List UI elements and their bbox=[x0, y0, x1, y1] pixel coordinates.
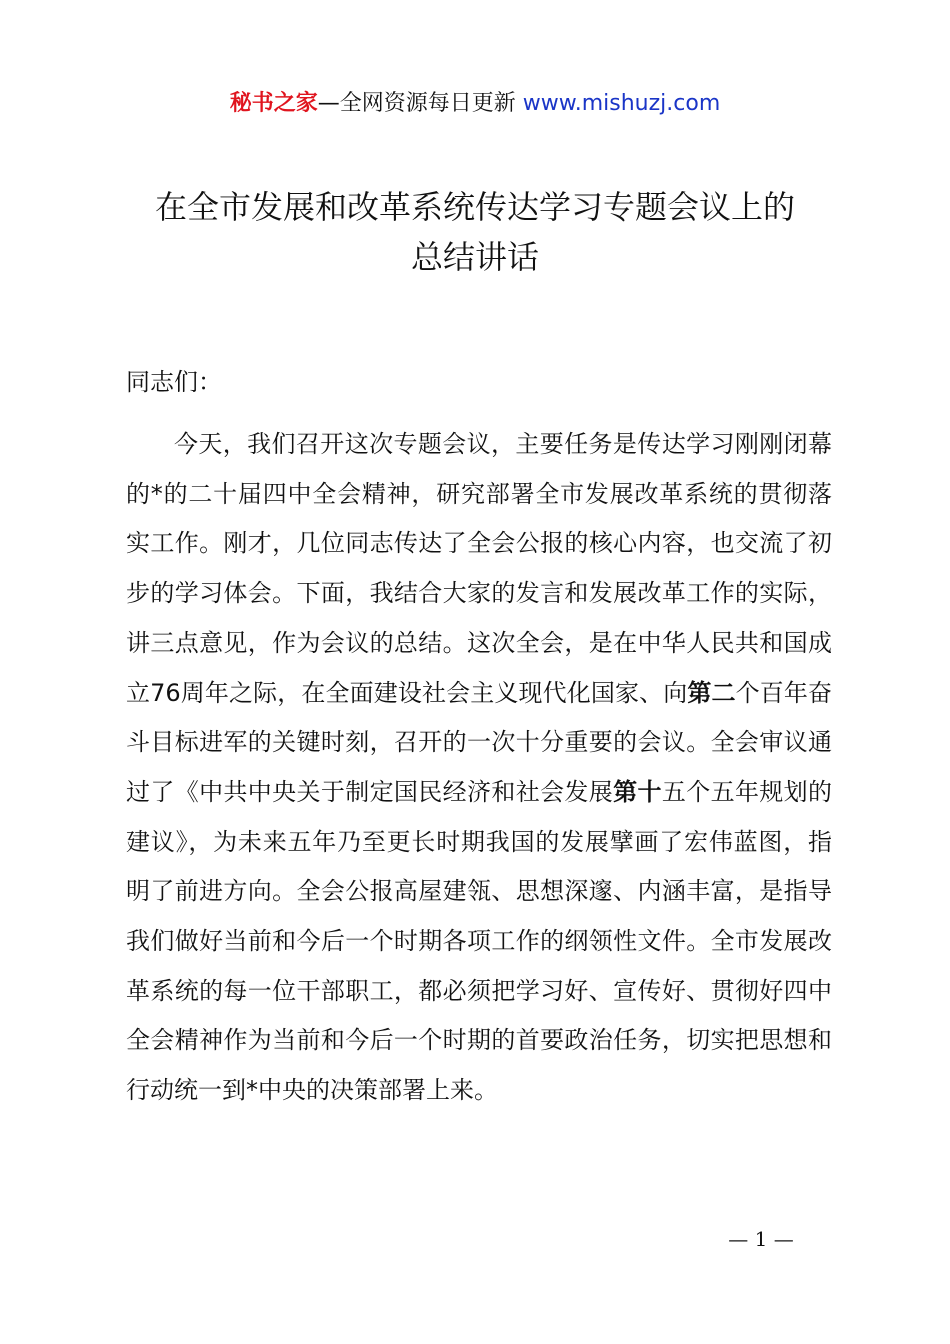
paragraph-text-2: 个百年奋斗目标进军的关键时刻，召开的一次十分重要的会议。全会审议通过了《中共中央关于制定国民经济和社会发展 bbox=[126, 678, 832, 806]
salutation: 同志们： bbox=[126, 368, 222, 396]
paragraph-text-3: 五个五年规划的建议》，为未来五年乃至更长时期我国的发展擘画了宏伟蓝图，指明了前进方向。全会公报高屋建瓴、思想深邃、内涵丰富，是指导我们做好当前和今后一个时期各项工作的纲领性文件。全市发展改革系统的每一位干部职工，都必须把学习好、宣传好、贯彻好四中全会精神作为当前和今后一个时期的首要政治任务，切实把思想和行动统一到*中央的决策部署上来。 bbox=[126, 777, 833, 1105]
banner-tagline: —全网资源每日更新 bbox=[317, 91, 516, 116]
body-paragraph bbox=[126, 420, 832, 1116]
banner-url-link[interactable]: www.mishuzj.com bbox=[522, 91, 721, 116]
title-line-1: 在全市发展和改革系统传达学习专题会议上的 bbox=[154, 188, 795, 226]
document-title bbox=[0, 182, 950, 282]
paragraph-bold-2: 第十 bbox=[613, 777, 662, 806]
page-number: — 1 — bbox=[728, 1227, 794, 1251]
site-banner bbox=[0, 88, 950, 120]
banner-brand: 秘书之家 bbox=[229, 91, 318, 116]
paragraph-bold-1: 第二 bbox=[687, 678, 736, 707]
title-line-2: 总结讲话 bbox=[410, 238, 539, 276]
paragraph-text-1: 今天，我们召开这次专题会议，主要任务是传达学习刚刚闭幕的*的二十届四中全会精神，研究部署全市发展改革系统的贯彻落实工作。刚才，几位同志传达了全会公报的核心内容，也交流了初步的学习体会。下面，我结合大家的发言和发展改革工作的实际，讲三点意见，作为会议的总结。这次全会，是在中华人民共和国成立76周年之际，在全面建设社会主义现代化国家、向 bbox=[126, 430, 832, 707]
